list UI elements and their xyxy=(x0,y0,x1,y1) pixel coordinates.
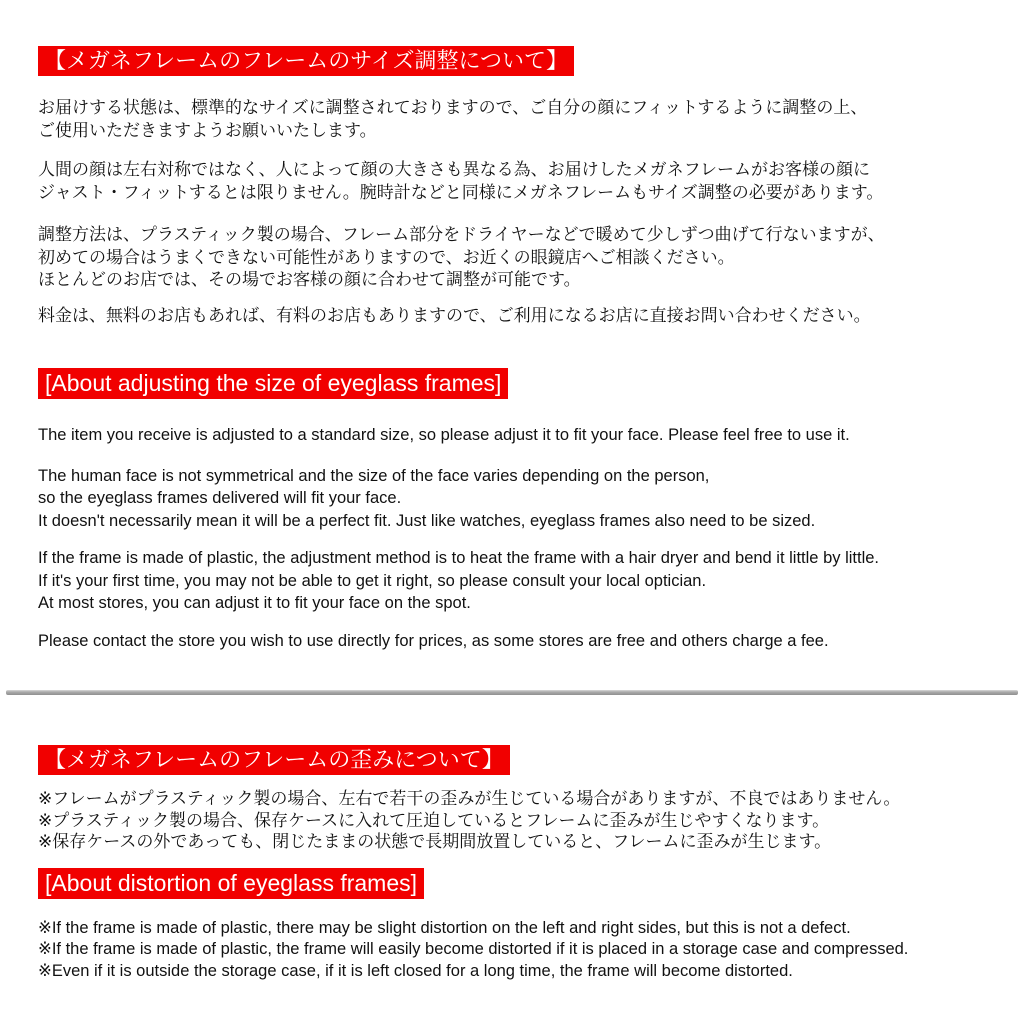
text-line: ジャスト・フィットするとは限りません。腕時計などと同様にメガネフレームもサイズ調整の必要があります。 xyxy=(38,182,884,202)
paragraph-en xyxy=(38,630,988,653)
paragraph-jp xyxy=(38,224,988,292)
text-line: ほとんどのお店では、その場でお客様の顔に合わせて調整が可能です。 xyxy=(38,270,581,289)
text-line: 調整方法は、プラスティック製の場合、フレーム部分をドライヤーなどで暖めて少しずつ曲げて行ないますが、 xyxy=(38,225,885,244)
text-line: Please contact the store you wish to use directly for prices, as some stores are free and others charge a fee. xyxy=(38,631,829,650)
paragraph-en xyxy=(38,547,988,615)
text-line: It doesn't necessarily mean it will be a perfect fit. Just like watches, eyeglass frames also need to be sized. xyxy=(38,511,816,530)
note-line: ※プラスティック製の場合、保存ケースに入れて圧迫しているとフレームに歪みが生じやすくなります。 xyxy=(38,810,830,830)
note-line: ※保存ケースの外であっても、閉じたままの状態で長期間放置していると、フレームに歪みが生じます。 xyxy=(38,832,832,851)
text-line: 人間の顔は左右対称ではなく、人によって顔の大きさも異なる為、お届けしたメガネフレームがお客様の顔に xyxy=(38,160,870,179)
text-line: 初めての場合はうまくできない可能性がありますので、お近くの眼鏡店へご相談ください。 xyxy=(38,247,735,267)
heading-distortion-en: [About distortion of eyeglass frames] xyxy=(38,868,424,899)
text-line: At most stores, you can adjust it to fit your face on the spot. xyxy=(38,594,471,612)
note-line: ※Even if it is outside the storage case, if it is left closed for a long time, the frame will become distorted. xyxy=(38,961,793,980)
heading-size-adjustment-en: [About adjusting the size of eyeglass frames] xyxy=(38,368,508,399)
paragraph-en xyxy=(38,424,988,447)
text-line: If it's your first time, you may not be able to get it right, so please consult your local optician. xyxy=(38,571,707,590)
text-line: お届けする状態は、標準的なサイズに調整されておりますので、ご自分の顔にフィットするように調整の上、 xyxy=(38,98,868,117)
paragraph-jp xyxy=(38,305,988,328)
distortion-section xyxy=(0,695,1024,982)
text-line: ご使用いただきますようお願いいたします。 xyxy=(38,120,377,140)
note-line: ※If the frame is made of plastic, the frame will easily become distorted if it is placed in a storage case and compressed. xyxy=(38,940,909,958)
text-line: If the frame is made of plastic, the adjustment method is to heat the frame with a hair dryer and bend it little by little. xyxy=(38,549,880,567)
notes-en xyxy=(38,918,988,983)
paragraph-jp xyxy=(38,97,988,142)
paragraph-en xyxy=(38,465,988,533)
text-line: The item you receive is adjusted to a standard size, so please adjust it to fit your face. Please feel free to use it. xyxy=(38,426,850,444)
text-line: so the eyeglass frames delivered will fit your face. xyxy=(38,489,402,507)
heading-size-adjustment-jp: 【メガネフレームのフレームのサイズ調整について】 xyxy=(38,46,574,76)
text-line: The human face is not symmetrical and the size of the face varies depending on the person, xyxy=(38,466,710,485)
text-line: 料金は、無料のお店もあれば、有料のお店もありますので、ご利用になるお店に直接お問い合わせください。 xyxy=(38,305,871,325)
paragraph-jp xyxy=(38,159,988,204)
note-line: ※If the frame is made of plastic, there may be slight distortion on the left and right sides, but this is not a defect. xyxy=(38,918,851,937)
note-line: ※フレームがプラスティック製の場合、左右で若干の歪みが生じている場合がありますが、不良ではありません。 xyxy=(38,789,901,808)
notes-jp xyxy=(38,788,988,853)
heading-distortion-jp: 【メガネフレームのフレームの歪みについて】 xyxy=(38,745,510,775)
